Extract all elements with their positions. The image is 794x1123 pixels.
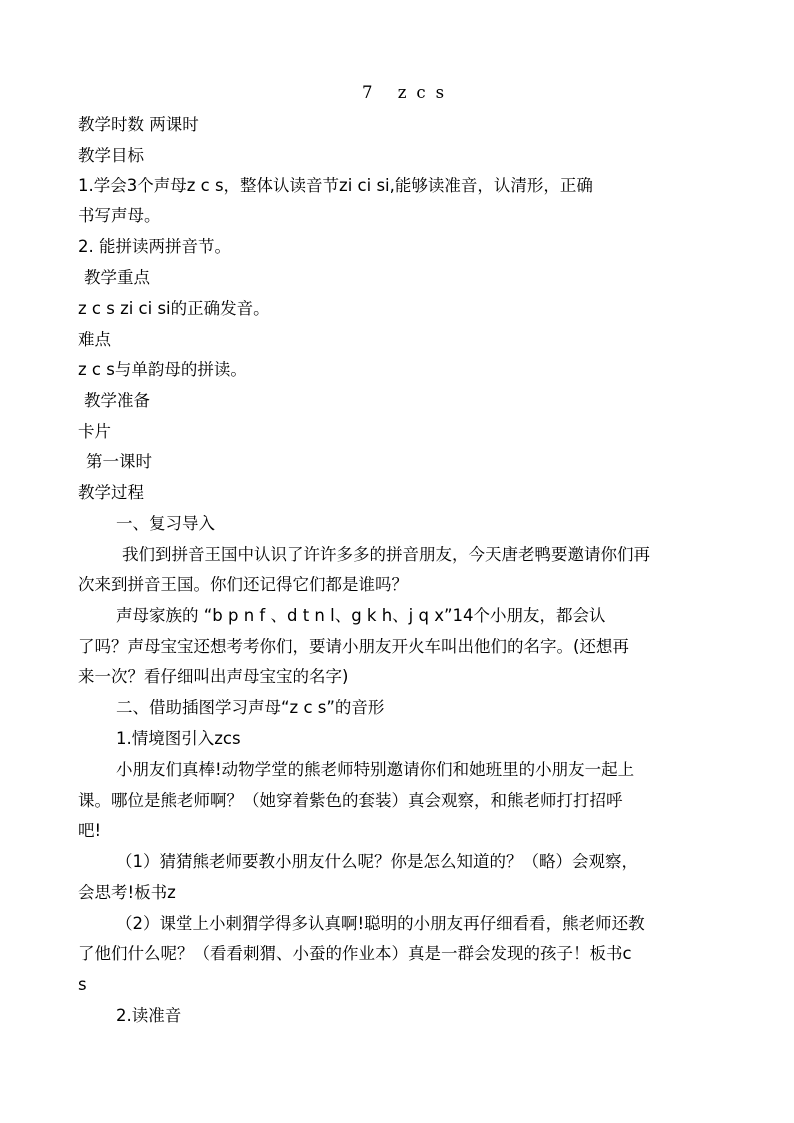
item-2-line-3: s [78, 975, 87, 994]
section-review-heading: 一、复习导入 [116, 514, 215, 533]
scene-paragraph-line-2: 课。哪位是熊老师啊？（她穿着紫色的套装）真会观察，和熊老师打打招呼 [78, 791, 623, 810]
subsection-scene-intro: 1.情境图引入zcs [116, 729, 241, 748]
preparation-text: 卡片 [78, 422, 111, 441]
review-paragraph-2-line-2: 了吗？声母宝宝还想考考你们，要请小朋友开火车叫出他们的名字。(还想再 [78, 637, 629, 656]
heading-teaching-process: 教学过程 [78, 483, 144, 502]
item-2-line-2: 了他们什么呢？（看看刺猬、小蚕的作业本）真是一群会发现的孩子！板书c [78, 944, 632, 963]
line-teaching-hours: 教学时数 两课时 [78, 115, 199, 134]
key-points-text: z c s zi ci si的正确发音。 [78, 299, 270, 318]
review-paragraph-1-line-1: 我们到拼音王国中认识了许许多多的拼音朋友，今天唐老鸭要邀请你们再 [122, 545, 650, 564]
goal-2: 2. 能拼读两拼音节。 [78, 237, 231, 256]
review-paragraph-2-line-1: 声母家族的 “b p n f 、d t n l、g k h、j q x”14个小朋友，都会认 [116, 606, 606, 625]
heading-first-lesson: 第一课时 [86, 452, 152, 471]
review-paragraph-1-line-2: 次来到拼音王国。你们还记得它们都是谁吗？ [78, 575, 408, 594]
goal-1-line-1: 1.学会3个声母z c s，整体认读音节zi ci si,能够读准音，认清形，正确 [78, 176, 593, 195]
heading-key-points: 教学重点 [84, 268, 150, 287]
scene-paragraph-line-3: 吧! [78, 821, 102, 840]
difficulties-text: z c s与单韵母的拼读。 [78, 360, 247, 379]
item-1-line-1: （1）猜猜熊老师要教小朋友什么呢？你是怎么知道的？（略）会观察， [116, 852, 638, 871]
goal-1-line-2: 书写声母。 [78, 206, 161, 225]
section-illustration-heading: 二、借助插图学习声母“z c s”的音形 [116, 698, 385, 717]
subsection-read-sounds: 2.读准音 [116, 1006, 182, 1025]
review-paragraph-2-line-3: 来一次？看仔细叫出声母宝宝的名字) [78, 667, 349, 686]
document-title: 7 zcs [362, 83, 455, 102]
item-2-line-1: （2）课堂上小刺猬学得多认真啊!聪明的小朋友再仔细看看，熊老师还教 [116, 914, 645, 933]
heading-preparation: 教学准备 [84, 391, 150, 410]
scene-paragraph-line-1: 小朋友们真棒!动物学堂的熊老师特别邀请你们和她班里的小朋友一起上 [116, 760, 635, 779]
heading-teaching-goals: 教学目标 [78, 146, 144, 165]
heading-difficulties: 难点 [78, 330, 111, 349]
item-1-line-2: 会思考!板书z [78, 883, 176, 902]
